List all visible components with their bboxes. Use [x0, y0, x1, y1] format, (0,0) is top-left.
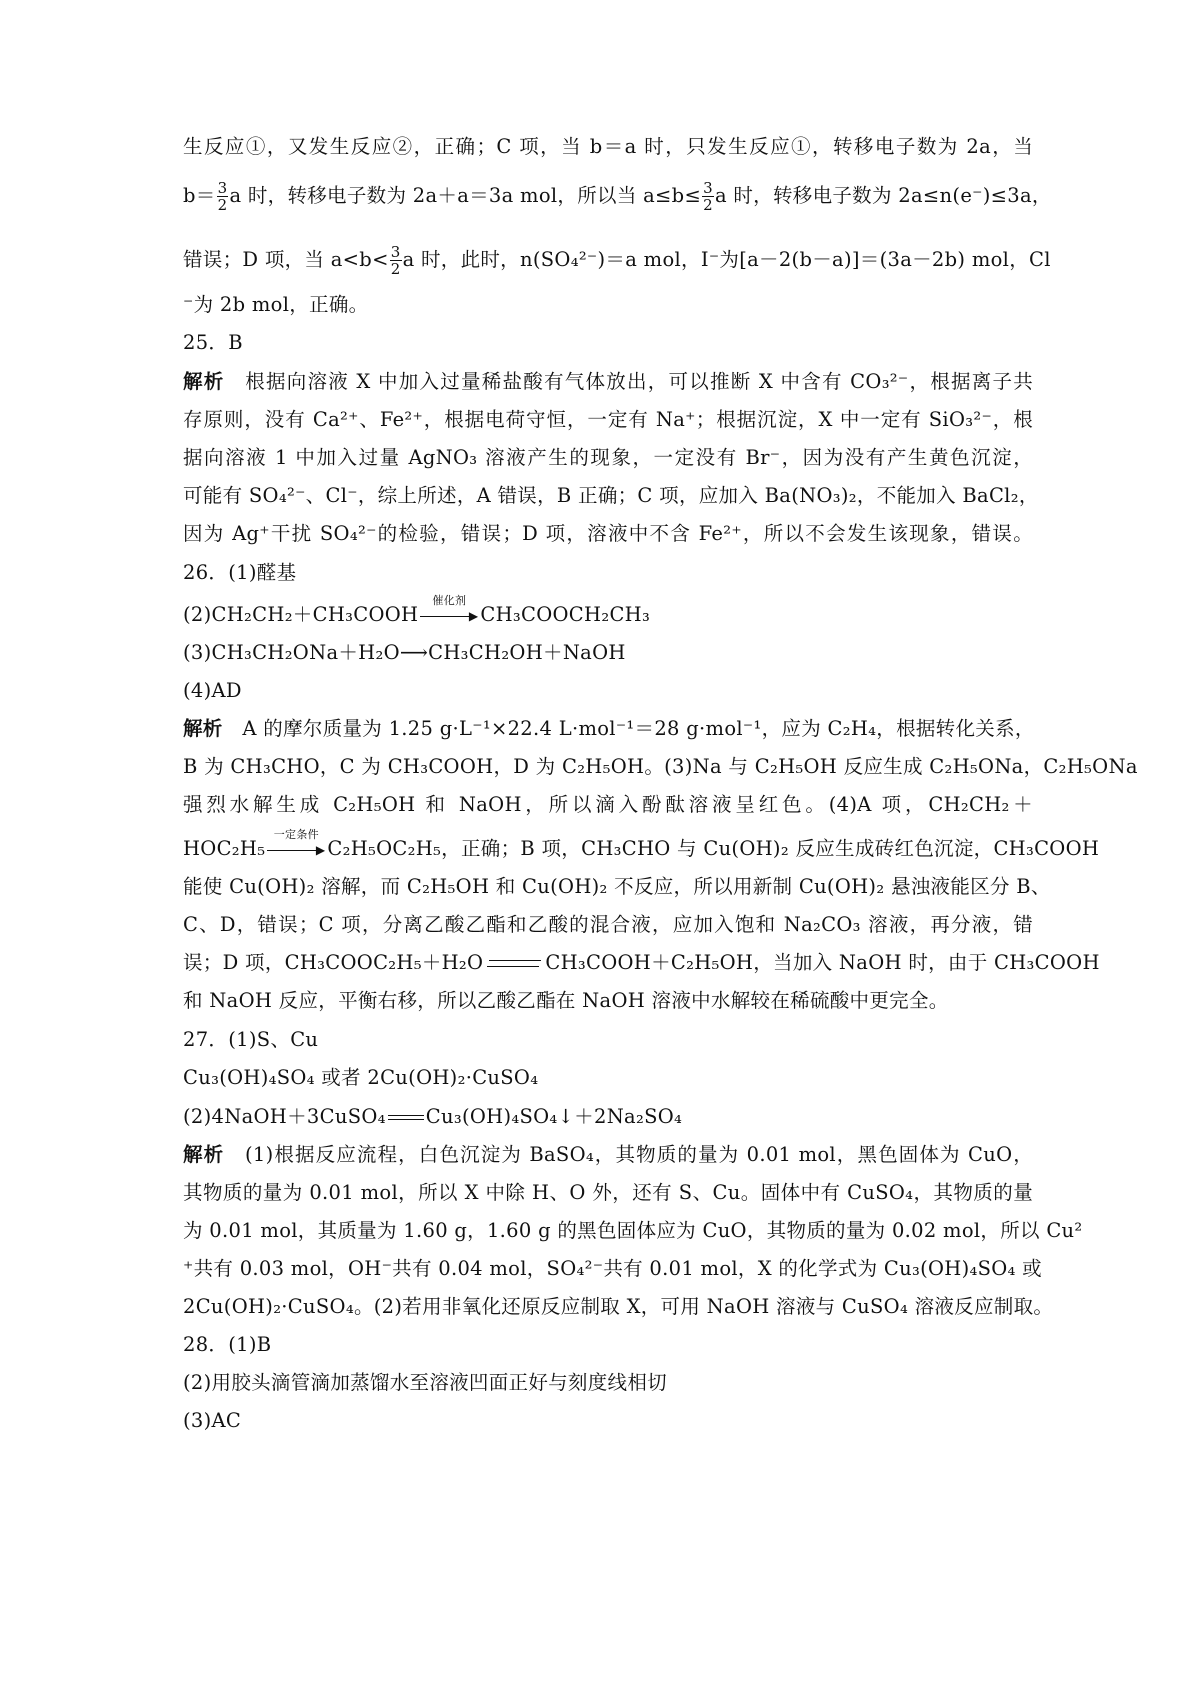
text-line: 2Cu(OH)₂·CuSO₄。(2)若用非氧化还原反应制取 X，可用 NaOH 溶液与 CuSO₄ 溶液反应制取。	[183, 1295, 1054, 1318]
answer-26-2: (2)CH₂CH₂＋CH₃COOH 催化剂 ▶ CH₃COOCH₂CH₃	[183, 593, 651, 626]
answer-25: 25．B	[183, 331, 243, 354]
text-line: 据向溶液 1 中加入过量 AgNO₃ 溶液产生的现象，一定没有 Br⁻，因为没有产生黄色沉淀，	[183, 446, 1033, 469]
text-line: HOC₂H₅ 一定条件 ▶ C₂H₅OC₂H₅，正确；B 项，CH₃CHO 与 Cu(OH)₂ 反应生成砖红色沉淀，CH₃COOH	[183, 827, 1100, 860]
text-line: 误；D 项，CH₃COOC₂H₅＋H₂O CH₃COOH＋C₂H₅OH，当加入 NaOH 时，由于 CH₃COOH	[183, 951, 1100, 974]
text-line: b＝ $\frac{3}{2}$ a 时，转移电子数为 2a＋a＝3a mol，所以当 a≤b≤ $\frac{3}{2}$ a 时，转移电子数为 2a≤n(e⁻)≤3a，	[183, 179, 1052, 214]
jiexi-label: 解析	[183, 717, 223, 740]
text-line: 错误；D 项，当 a<b< $\frac{3}{2}$ a 时，此时，n(SO₄²⁻)＝a mol，I⁻为[a－2(b－a)]＝(3a－2b) mol，Cl	[183, 243, 1051, 278]
answer-28-2: (2)用胶头滴管滴加蒸馏水至溶液凹面正好与刻度线相切	[183, 1371, 667, 1394]
jiexi-label: 解析	[183, 1143, 225, 1166]
reaction-arrow: 一定条件 ▶	[267, 843, 325, 857]
text-line: 因为 Ag⁺干扰 SO₄²⁻的检验，错误；D 项，溶液中不含 Fe²⁺，所以不会发生该现象，错误。	[183, 522, 1033, 545]
equilibrium-arrow	[485, 957, 543, 971]
fraction: $\frac{3}{2}$	[703, 179, 713, 214]
text-line: 生反应①，又发生反应②，正确；C 项，当 b＝a 时，只发生反应①，转移电子数为 2a，当	[183, 135, 1033, 158]
text-line: 能使 Cu(OH)₂ 溶解，而 C₂H₅OH 和 Cu(OH)₂ 不反应，所以用新制 Cu(OH)₂ 悬浊液能区分 B、	[183, 875, 1051, 898]
answer-27-2: (2)4NaOH＋3CuSO₄ Cu₃(OH)₄SO₄↓＋2Na₂SO₄	[183, 1105, 683, 1128]
text-line: 解析 (1)根据反应流程，白色沉淀为 BaSO₄，其物质的量为 0.01 mol，黑色固体为 CuO，	[183, 1143, 1033, 1166]
text-line: 强烈水解生成 C₂H₅OH 和 NaOH，所以滴入酚酞溶液呈红色。(4)A 项，CH₂CH₂＋	[183, 793, 1033, 816]
text-line: C、D，错误；C 项，分离乙酸乙酯和乙酸的混合液，应加入饱和 Na₂CO₃ 溶液，再分液，错	[183, 913, 1033, 936]
fraction: $\frac{3}{2}$	[217, 179, 228, 214]
jiexi-label: 解析	[183, 370, 225, 393]
text-line: 解析 A 的摩尔质量为 1.25 g·L⁻¹×22.4 L·mol⁻¹＝28 g·mol⁻¹，应为 C₂H₄，根据转化关系，	[183, 717, 1035, 740]
answer-26-1: 26．(1)醛基	[183, 561, 297, 584]
answer-26-3: (3)CH₃CH₂ONa＋H₂O⟶CH₃CH₂OH＋NaOH	[183, 641, 626, 664]
answer-27-1: 27．(1)S、Cu	[183, 1028, 319, 1051]
answer-28-3: (3)AC	[183, 1409, 242, 1432]
text-line: 和 NaOH 反应，平衡右移，所以乙酸乙酯在 NaOH 溶液中水解较在稀硫酸中更完全。	[183, 989, 949, 1012]
text-line: 解析 根据向溶液 X 中加入过量稀盐酸有气体放出，可以推断 X 中含有 CO₃²⁻，根据离子共	[183, 370, 1033, 393]
text-line: B 为 CH₃CHO，C 为 CH₃COOH，D 为 C₂H₅OH。(3)Na 与 C₂H₅OH 反应生成 C₂H₅ONa，C₂H₅ONa	[183, 755, 1138, 778]
answer-27-formula: Cu₃(OH)₄SO₄ 或者 2Cu(OH)₂·CuSO₄	[183, 1066, 539, 1089]
equals-sign	[388, 1112, 424, 1123]
text-line: ⁺共有 0.03 mol，OH⁻共有 0.04 mol，SO₄²⁻共有 0.01 mol，X 的化学式为 Cu₃(OH)₄SO₄ 或	[183, 1257, 1042, 1280]
answer-26-4: (4)AD	[183, 679, 242, 702]
text-line: ⁻为 2b mol，正确。	[183, 293, 369, 316]
reaction-arrow: 催化剂 ▶	[420, 609, 478, 623]
text-line: 存原则，没有 Ca²⁺、Fe²⁺，根据电荷守恒，一定有 Na⁺；根据沉淀，X 中一定有 SiO₃²⁻，根	[183, 408, 1033, 431]
text-line: 可能有 SO₄²⁻、Cl⁻，综上所述，A 错误，B 正确；C 项，应加入 Ba(NO₃)₂，不能加入 BaCl₂，	[183, 484, 1039, 507]
fraction: $\frac{3}{2}$	[390, 243, 401, 278]
answer-28-1: 28．(1)B	[183, 1333, 272, 1356]
text-line: 为 0.01 mol，其质量为 1.60 g，1.60 g 的黑色固体应为 CuO，其物质的量为 0.02 mol，所以 Cu²	[183, 1219, 1083, 1242]
text-line: 其物质的量为 0.01 mol，所以 X 中除 H、O 外，还有 S、Cu。固体中有 CuSO₄，其物质的量	[183, 1181, 1033, 1204]
